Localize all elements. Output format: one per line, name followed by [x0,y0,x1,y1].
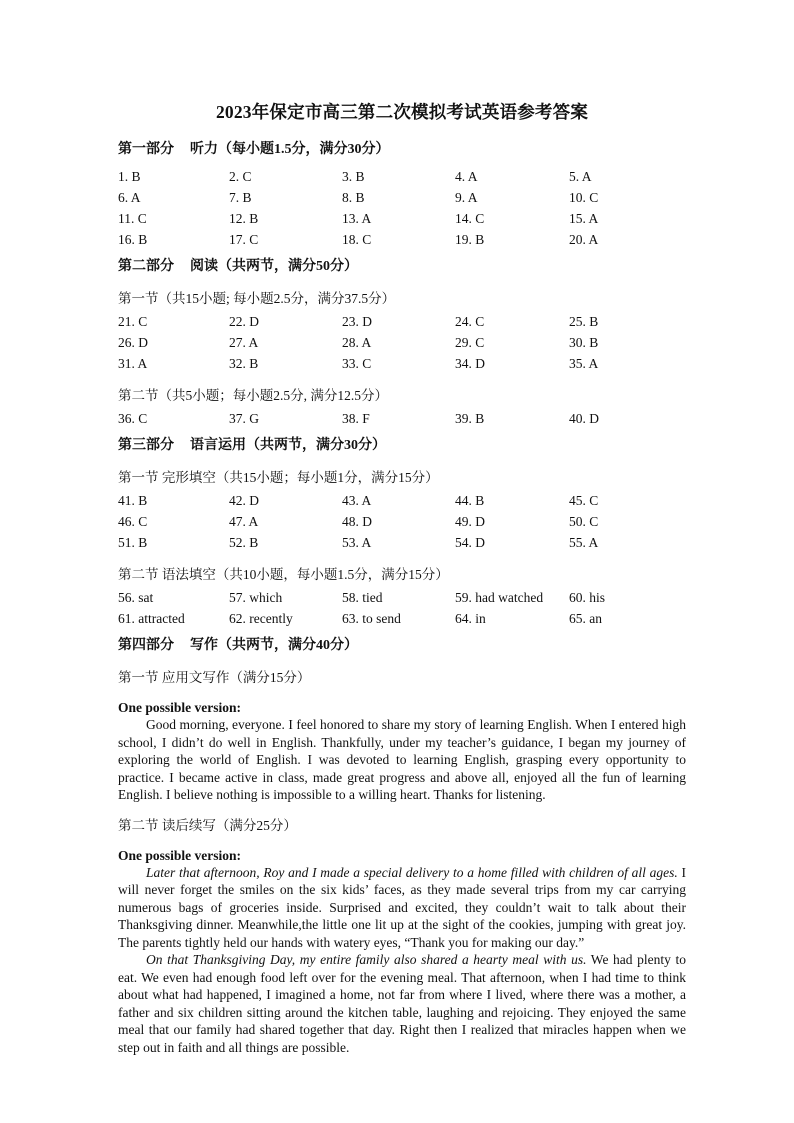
part3-section1-heading: 第一节 完形填空（共15小题；每小题1分，满分15分） [118,470,439,485]
part1-heading [118,140,686,160]
answer-item: 47. A [229,514,259,529]
essay-paragraph [118,864,686,952]
answer-item: 22. D [229,314,259,329]
essay-paragraph [118,951,686,1056]
answer-item: 17. C [229,232,259,247]
answer-item: 35. A [569,356,599,371]
answer-item: 6. A [118,190,141,205]
part2-heading [118,257,686,277]
answer-item: 63. to send [342,611,401,626]
part2-section1-heading: 第一节（共15小题; 每小题2.5分，满分37.5分） [118,291,396,306]
essay-body: We had plenty to eat. We even had enough food left over for the evening meal. That afternoon, when I had time to think about what had happened, I imagined a home, not far from where I lived, where there was a mother, a father and six children sitting around the kitchen table, laughing and rejoicing. They enjoyed the same meal that our family had shared together that day. Right then I realized that miracles happen when we step out in faith and all things are possible. [118,952,686,1055]
answer-item: 18. C [342,232,372,247]
part2-section1-answers [118,311,686,374]
answer-item: 3. B [342,169,365,184]
answer-item: 55. A [569,535,599,550]
answer-item: 23. D [342,314,372,329]
sample-essay-label: One possible version: [118,847,242,863]
part4-section2-heading: 第二节 读后续写（满分25分） [118,817,297,833]
answer-item: 49. D [455,514,485,529]
answer-item: 30. B [569,335,599,350]
answer-item: 31. A [118,356,148,371]
answer-item: 12. B [229,211,259,226]
answer-item: 27. A [229,335,259,350]
essay-body: I will never forget the smiles on the six kids’ faces, as they made several trips from my car carrying numerous bags of groceries inside. Surprised and excited, they couldn’t wait to talk about their Thanksgiving dinner. Meanwhile,the little one lit up at the sight of the cookies, jumping with great joy. The parents tightly held our hands with watery eyes, “Thank you for making our day.” [118,864,687,950]
sample-essay-1 [118,716,686,804]
answer-item: 29. C [455,335,485,350]
answer-item: 41. B [118,493,148,508]
answer-item: 21. C [118,314,148,329]
answer-item: 19. B [455,232,485,247]
answer-item: 2. C [229,169,252,184]
sample-essay-2 [118,864,686,1057]
essay-paragraph: Good morning, everyone. I feel honored to share my story of learning English. When I entered high school, I didn’t do well in English. Thankfully, under my teacher’s guidance, I began my journey of exploring the world of English. I was devoted to learning English, grasping every opportunity to practice. I became active in class, made great progress and above all, enjoyed all the fun of learning English. I believe nothing is impossible to a willing heart. Thanks for listening. [118,717,686,802]
answer-item: 4. A [455,169,478,184]
answer-item: 16. B [118,232,148,247]
page-title: 2023年保定市高三第二次模拟考试英语参考答案 [215,102,589,122]
part3-heading [118,436,686,456]
answer-item: 20. A [569,232,599,247]
answer-item: 26. D [118,335,148,350]
part3-section1-answers [118,490,686,553]
part3-section2-answers [118,587,686,629]
answer-item: 11. C [118,211,147,226]
answer-item: 15. A [569,211,599,226]
answer-item: 48. D [342,514,372,529]
answer-item: 10. C [569,190,599,205]
answer-key-page [118,100,686,1056]
part1-desc: 听力（每小题1.5分，满分30分） [190,142,390,157]
answer-item: 59. had watched [455,590,544,605]
answer-item: 64. in [455,611,486,626]
answer-item: 38. F [342,411,370,426]
answer-item: 53. A [342,535,372,550]
answer-item: 25. B [569,314,599,329]
answer-item: 13. A [342,211,372,226]
part1-answers [118,166,686,250]
answer-item: 50. C [569,514,599,529]
answer-item: 36. C [118,411,148,426]
answer-item: 24. C [455,314,485,329]
answer-item: 7. B [229,190,252,205]
answer-item: 28. A [342,335,372,350]
answer-item: 5. A [569,169,592,184]
answer-item: 34. D [455,356,485,371]
answer-item: 51. B [118,535,148,550]
part3-section2-heading: 第二节 语法填空（共10小题，每小题1.5分，满分15分） [118,567,449,582]
answer-item: 39. B [455,411,485,426]
part4-desc: 写作（共两节，满分40分） [190,638,358,653]
sample-essay-label: One possible version: [118,700,242,715]
answer-item: 45. C [569,493,599,508]
part3-desc: 语言运用（共两节，满分30分） [190,438,386,453]
part4-section1-heading: 第一节 应用文写作（满分15分） [118,670,311,685]
part2-label: 第二部分 [118,259,174,274]
part2-desc: 阅读（共两节，满分50分） [190,259,358,274]
answer-item: 8. B [342,190,365,205]
part2-section2-heading: 第二节（共5小题；每小题2.5分, 满分12.5分） [118,388,388,403]
part2-section2-answers [118,408,686,429]
answer-item: 46. C [118,514,148,529]
answer-item: 1. B [118,169,141,184]
answer-item: 40. D [569,411,599,426]
answer-item: 62. recently [229,611,293,626]
answer-item: 43. A [342,493,372,508]
answer-item: 58. tied [342,590,383,605]
answer-item: 54. D [455,535,485,550]
part3-label: 第三部分 [118,438,174,453]
answer-item: 42. D [229,493,259,508]
answer-item: 56. sat [118,590,154,605]
answer-item: 32. B [229,356,259,371]
essay-opening-sentence: Later that afternoon, Roy and I made a special delivery to a home filled with children of all ages. [146,864,678,880]
part4-heading [118,636,686,656]
answer-item: 14. C [455,211,485,226]
answer-item: 61. attracted [118,611,185,626]
essay-opening-sentence: On that Thanksgiving Day, my entire family also shared a hearty meal with us. [146,952,587,967]
answer-item: 65. an [569,611,602,626]
part4-label: 第四部分 [118,638,174,653]
part1-label: 第一部分 [118,142,174,157]
answer-item: 33. C [342,356,372,371]
answer-item: 60. his [569,590,606,605]
answer-item: 9. A [455,190,478,205]
answer-item: 57. which [229,590,283,605]
answer-item: 44. B [455,493,485,508]
answer-item: 37. G [229,411,259,426]
answer-item: 52. B [229,535,259,550]
